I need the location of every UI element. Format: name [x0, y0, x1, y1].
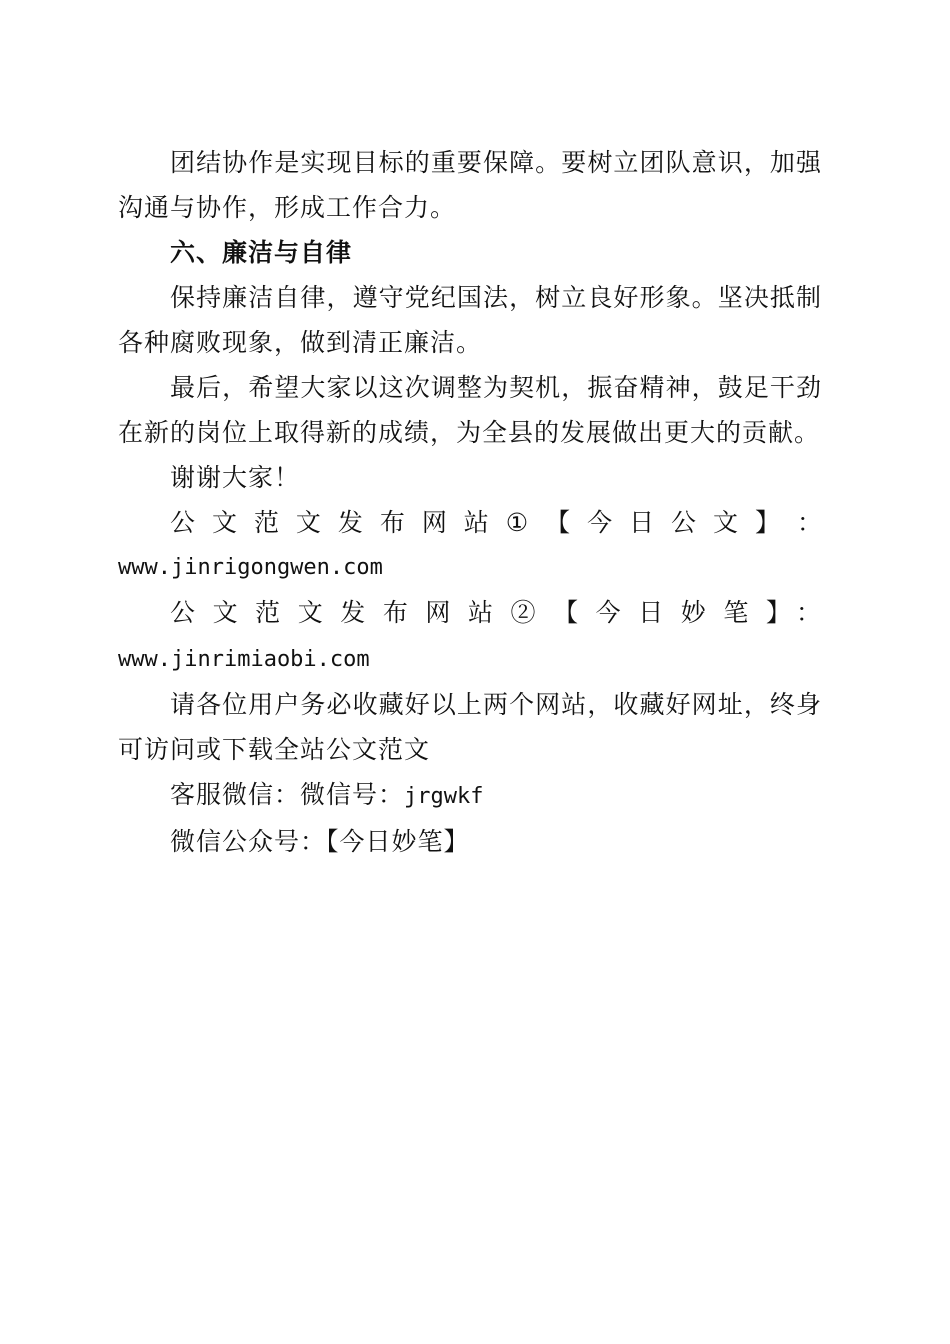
site1-char: ① — [505, 508, 529, 537]
paragraph-notice: 请各位用户务必收藏好以上两个网站，收藏好网址，终身可访问或下载全站公文范文 — [118, 690, 822, 764]
wechat-public-account: 微信公众号：【今日妙笔】 — [170, 827, 470, 856]
site1-char: 今 — [587, 508, 613, 537]
paragraph-teamwork: 团结协作是实现目标的重要保障。要树立团队意识，加强沟通与协作，形成工作合力。 — [118, 148, 822, 222]
site1-char: 日 — [629, 508, 655, 537]
site1-char: 范 — [253, 508, 279, 537]
site1-char: 【 — [545, 508, 571, 537]
site1-char: 站 — [463, 508, 489, 537]
site2-url: www.jinrimiaobi.com — [118, 647, 370, 672]
site1-char: 文 — [295, 508, 321, 537]
section-heading-integrity: 六、廉洁与自律 — [170, 238, 353, 267]
wechat-service-label: 客服微信：微信号： — [170, 780, 405, 809]
site1-char: 布 — [379, 508, 405, 537]
wechat-service-line — [118, 772, 822, 819]
site2-line — [118, 590, 822, 682]
site1-char: 公 — [671, 508, 697, 537]
site2-label: 公文范文发布网站②【今日妙笔】： — [170, 598, 822, 627]
site1-char: ： — [796, 508, 822, 537]
site1-char: 公 — [170, 508, 196, 537]
site1-char: 网 — [421, 508, 447, 537]
paragraph-closing: 最后，希望大家以这次调整为契机，振奋精神，鼓足干劲在新的岗位上取得新的成绩，为全县的发展做出更大的贡献。 — [118, 373, 822, 447]
site1-url: www.jinrigongwen.com — [118, 555, 383, 580]
site1-char: 文 — [713, 508, 739, 537]
site1-label-line — [118, 500, 822, 545]
site1-char: 】 — [754, 508, 780, 537]
site1-char: 文 — [211, 508, 237, 537]
wechat-service-id: jrgwkf — [404, 784, 484, 809]
document-body — [118, 140, 822, 864]
paragraph-integrity: 保持廉洁自律，遵守党纪国法，树立良好形象。坚决抵制各种腐败现象，做到清正廉洁。 — [118, 283, 822, 357]
site1-char: 发 — [337, 508, 363, 537]
paragraph-thanks: 谢谢大家！ — [170, 463, 301, 492]
